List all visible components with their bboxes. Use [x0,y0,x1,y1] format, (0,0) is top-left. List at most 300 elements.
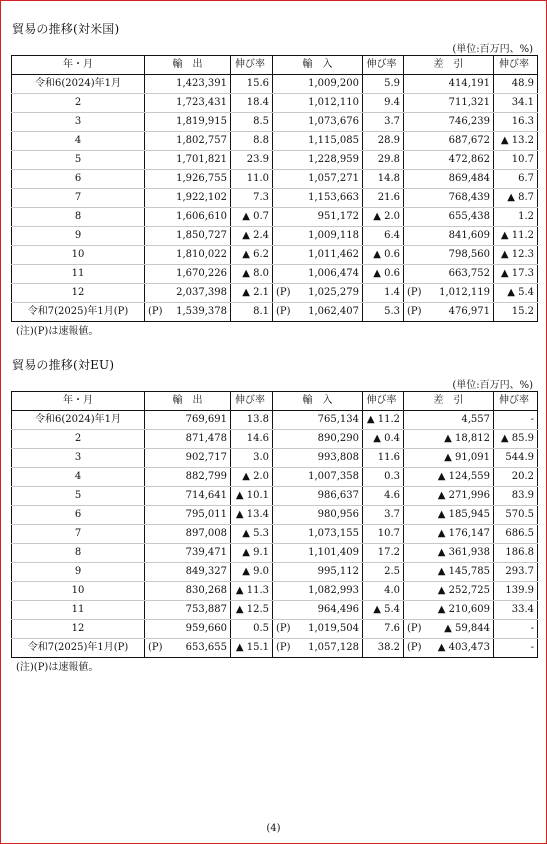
table-row [12,94,538,113]
preliminary-mark: (P) [407,642,422,653]
header-imports: 輸 入 [273,392,363,411]
note-eu: (注)(P)は速報値。 [16,662,99,673]
cell-exports [145,639,231,658]
cell-value: 1,819,915 [176,116,227,127]
cell-imports [273,265,363,284]
table-row [12,601,538,620]
cell-exports-growth: ▲ 8.0 [231,265,273,284]
table-row [12,544,538,563]
cell-value: ▲ 403,473 [437,642,490,653]
cell-imports-growth: 4.0 [363,582,404,601]
cell-period: 令和7(2025)年1月(P) [12,303,145,322]
cell-value: 768,439 [448,192,490,203]
table-row [12,620,538,639]
cell-exports [145,563,231,582]
cell-period: 10 [12,246,145,265]
header-imports-growth: 伸び率 [363,56,404,75]
cell-value: 2,037,398 [176,287,227,298]
cell-balance [404,284,494,303]
cell-imports [273,208,363,227]
header-balance: 差 引 [404,392,494,411]
cell-balance [404,411,494,430]
cell-imports [273,94,363,113]
cell-balance-growth: 16.3 [494,113,538,132]
cell-balance-growth: 544.9 [494,449,538,468]
cell-exports-growth: 11.0 [231,170,273,189]
cell-value: 890,290 [317,433,359,444]
cell-exports [145,284,231,303]
table-row [12,525,538,544]
cell-imports [273,506,363,525]
cell-imports-growth: 28.9 [363,132,404,151]
table-row [12,487,538,506]
cell-balance [404,582,494,601]
cell-value: 4,557 [461,414,490,425]
cell-imports [273,75,363,94]
table-row [12,411,538,430]
cell-value: 472,862 [448,154,490,165]
cell-exports-growth: ▲ 9.0 [231,563,273,582]
cell-value: ▲ 361,938 [437,547,490,558]
cell-value: 1,423,391 [176,78,227,89]
cell-value: 1,810,022 [176,249,227,260]
cell-value: 1,012,119 [439,287,490,298]
cell-period: 11 [12,601,145,620]
cell-exports-growth: 8.1 [231,303,273,322]
cell-balance [404,601,494,620]
cell-value: ▲ 210,609 [437,604,490,615]
cell-balance [404,525,494,544]
cell-imports-growth: 14.8 [363,170,404,189]
table-row [12,113,538,132]
cell-value: 1,228,959 [308,154,359,165]
cell-balance [404,544,494,563]
table-row [12,132,538,151]
cell-balance-growth: 34.1 [494,94,538,113]
header-exports-growth: 伸び率 [231,392,273,411]
cell-balance-growth: ▲ 17.3 [494,265,538,284]
cell-balance [404,227,494,246]
cell-exports-growth: 15.6 [231,75,273,94]
cell-exports [145,411,231,430]
cell-exports-growth: 8.8 [231,132,273,151]
table-row [12,246,538,265]
cell-balance [404,94,494,113]
cell-imports-growth: 4.6 [363,487,404,506]
cell-imports [273,487,363,506]
cell-value: 798,560 [448,249,490,260]
cell-value: ▲ 59,844 [444,623,490,634]
cell-exports-growth: 13.8 [231,411,273,430]
cell-balance [404,506,494,525]
cell-value: 882,799 [185,471,227,482]
cell-balance [404,113,494,132]
table-row [12,265,538,284]
cell-value: 902,717 [185,452,227,463]
cell-balance-growth: - [494,620,538,639]
cell-value: 951,172 [317,211,359,222]
cell-exports-growth: ▲ 11.3 [231,582,273,601]
cell-value: 653,655 [185,642,227,653]
cell-exports [145,151,231,170]
cell-exports-growth: ▲ 9.1 [231,544,273,563]
cell-period: 5 [12,151,145,170]
cell-period: 3 [12,449,145,468]
cell-imports [273,430,363,449]
cell-value: 830,268 [185,585,227,596]
cell-value: 1,723,431 [176,97,227,108]
preliminary-mark: (P) [276,306,291,317]
cell-imports-growth: 7.6 [363,620,404,639]
cell-exports-growth: ▲ 2.1 [231,284,273,303]
cell-value: 871,478 [185,433,227,444]
cell-imports-growth: ▲ 0.4 [363,430,404,449]
cell-exports [145,506,231,525]
cell-value: 1,670,226 [176,268,227,279]
cell-imports-growth: 9.4 [363,94,404,113]
cell-exports [145,189,231,208]
cell-value: ▲ 18,812 [444,433,490,444]
cell-imports-growth: 0.3 [363,468,404,487]
cell-balance-growth: 139.9 [494,582,538,601]
cell-value: 1,057,271 [308,173,359,184]
cell-imports-growth: ▲ 0.6 [363,246,404,265]
cell-value: 1,062,407 [308,306,359,317]
cell-value: 959,660 [185,623,227,634]
cell-imports-growth: ▲ 5.4 [363,601,404,620]
cell-exports-growth: 18.4 [231,94,273,113]
cell-value: 753,887 [185,604,227,615]
cell-value: 1,115,085 [308,135,359,146]
preliminary-mark: (P) [276,642,291,653]
cell-period: 9 [12,227,145,246]
cell-exports [145,94,231,113]
table-row [12,468,538,487]
cell-imports [273,303,363,322]
cell-imports-growth: 3.7 [363,506,404,525]
header-period: 年・月 [12,392,145,411]
preliminary-mark: (P) [276,623,291,634]
cell-balance [404,487,494,506]
cell-value: 1,802,757 [176,135,227,146]
cell-balance [404,75,494,94]
cell-exports [145,246,231,265]
cell-imports [273,544,363,563]
cell-imports [273,468,363,487]
cell-period: 9 [12,563,145,582]
header-exports-growth: 伸び率 [231,56,273,75]
cell-exports-growth: ▲ 12.5 [231,601,273,620]
cell-imports-growth: 29.8 [363,151,404,170]
cell-value: 1,701,821 [176,154,227,165]
cell-value: 1,009,200 [308,78,359,89]
cell-balance [404,265,494,284]
cell-balance-growth: 570.5 [494,506,538,525]
preliminary-mark: (P) [148,306,163,317]
table-title-usa: 貿易の推移(対米国) [12,22,120,36]
cell-balance-growth: ▲ 8.7 [494,189,538,208]
header-balance: 差 引 [404,56,494,75]
cell-period: 7 [12,189,145,208]
cell-imports [273,132,363,151]
table-row [12,303,538,322]
cell-value: 1,850,727 [176,230,227,241]
cell-period: 6 [12,170,145,189]
cell-balance-growth: ▲ 12.3 [494,246,538,265]
cell-balance-growth: 686.5 [494,525,538,544]
cell-imports [273,601,363,620]
cell-balance-growth: ▲ 11.2 [494,227,538,246]
cell-imports-growth: 1.4 [363,284,404,303]
cell-imports-growth: 10.7 [363,525,404,544]
cell-imports [273,189,363,208]
cell-imports [273,411,363,430]
cell-balance [404,208,494,227]
cell-period: 12 [12,284,145,303]
cell-balance [404,132,494,151]
table-row [12,170,538,189]
cell-balance-growth: - [494,639,538,658]
cell-value: 1,082,993 [308,585,359,596]
cell-value: 1,057,128 [308,642,359,653]
cell-balance-growth: 10.7 [494,151,538,170]
cell-exports-growth: 23.9 [231,151,273,170]
table-body-usa [12,75,538,322]
cell-value: 1,025,279 [308,287,359,298]
cell-imports-growth: 38.2 [363,639,404,658]
cell-balance-growth: 15.2 [494,303,538,322]
cell-balance [404,151,494,170]
cell-balance [404,170,494,189]
cell-value: 1,101,409 [308,547,359,558]
cell-balance [404,246,494,265]
table-body-eu [12,411,538,658]
cell-imports [273,113,363,132]
cell-value: 993,808 [317,452,359,463]
cell-balance [404,303,494,322]
cell-exports-growth: ▲ 5.3 [231,525,273,544]
header-exports: 輸 出 [145,56,231,75]
cell-value: 1,153,663 [308,192,359,203]
cell-exports [145,525,231,544]
cell-value: 1,926,755 [176,173,227,184]
cell-imports [273,227,363,246]
table-row [12,189,538,208]
header-balance-growth: 伸び率 [494,56,538,75]
cell-balance [404,430,494,449]
cell-imports [273,284,363,303]
table-row [12,506,538,525]
cell-imports [273,620,363,639]
cell-value: 739,471 [185,547,227,558]
cell-exports-growth: 3.0 [231,449,273,468]
cell-exports [145,487,231,506]
cell-value: ▲ 176,147 [437,528,490,539]
cell-balance-growth: ▲ 5.4 [494,284,538,303]
cell-exports [145,468,231,487]
trade-table-usa [11,55,538,322]
cell-exports-growth: ▲ 15.1 [231,639,273,658]
header-period: 年・月 [12,56,145,75]
cell-period: 8 [12,208,145,227]
cell-period: 8 [12,544,145,563]
cell-imports [273,170,363,189]
cell-exports-growth: ▲ 6.2 [231,246,273,265]
header-imports: 輸 入 [273,56,363,75]
cell-exports [145,303,231,322]
cell-value: 964,496 [317,604,359,615]
cell-balance [404,639,494,658]
header-imports-growth: 伸び率 [363,392,404,411]
cell-value: ▲ 185,945 [437,509,490,520]
table-row [12,151,538,170]
cell-imports-growth: 21.6 [363,189,404,208]
cell-value: ▲ 271,996 [437,490,490,501]
table-row [12,639,538,658]
preliminary-mark: (P) [276,287,291,298]
cell-exports-growth: ▲ 0.7 [231,208,273,227]
cell-balance-growth: 6.7 [494,170,538,189]
cell-value: 1,019,504 [308,623,359,634]
cell-value: 714,641 [185,490,227,501]
preliminary-mark: (P) [407,623,422,634]
cell-exports-growth: ▲ 2.4 [231,227,273,246]
header-exports: 輸 出 [145,392,231,411]
table-row [12,284,538,303]
cell-value: 1,539,378 [176,306,227,317]
cell-value: ▲ 145,785 [437,566,490,577]
cell-value: 655,438 [448,211,490,222]
cell-exports [145,227,231,246]
cell-exports [145,430,231,449]
cell-period: 10 [12,582,145,601]
cell-value: 897,008 [185,528,227,539]
cell-exports [145,208,231,227]
cell-value: 986,637 [317,490,359,501]
cell-imports-growth: 6.4 [363,227,404,246]
cell-exports-growth: 0.5 [231,620,273,639]
table-row [12,449,538,468]
table-title-eu: 貿易の推移(対EU) [12,358,115,372]
trade-table-eu [11,391,538,658]
cell-exports [145,601,231,620]
cell-imports [273,151,363,170]
cell-balance-growth: 48.9 [494,75,538,94]
cell-value: 849,327 [185,566,227,577]
cell-value: 1,012,110 [308,97,359,108]
cell-balance-growth: 293.7 [494,563,538,582]
cell-imports-growth: ▲ 2.0 [363,208,404,227]
cell-imports [273,563,363,582]
cell-period: 令和6(2024)年1月 [12,75,145,94]
cell-period: 2 [12,94,145,113]
cell-balance [404,468,494,487]
cell-period: 令和6(2024)年1月 [12,411,145,430]
cell-value: 1,073,155 [308,528,359,539]
cell-imports-growth: ▲ 11.2 [363,411,404,430]
cell-balance-growth: 20.2 [494,468,538,487]
cell-exports [145,544,231,563]
cell-balance-growth: 1.2 [494,208,538,227]
unit-label-eu: (単位:百万円、%) [452,380,533,391]
cell-imports [273,246,363,265]
cell-exports-growth: ▲ 13.4 [231,506,273,525]
cell-imports-growth: 5.9 [363,75,404,94]
cell-imports-growth: 17.2 [363,544,404,563]
table-row [12,582,538,601]
cell-period: 11 [12,265,145,284]
cell-period: 7 [12,525,145,544]
cell-exports [145,170,231,189]
cell-imports-growth: 2.5 [363,563,404,582]
preliminary-mark: (P) [407,287,422,298]
cell-exports [145,265,231,284]
cell-value: ▲ 91,091 [444,452,490,463]
cell-value: 841,609 [448,230,490,241]
cell-period: 2 [12,430,145,449]
cell-value: 1,606,610 [176,211,227,222]
unit-label-usa: (単位:百万円、%) [452,44,533,55]
cell-balance-growth: 33.4 [494,601,538,620]
table-row [12,227,538,246]
cell-exports [145,582,231,601]
cell-balance-growth: 83.9 [494,487,538,506]
cell-period: 3 [12,113,145,132]
cell-value: 765,134 [317,414,359,425]
cell-value: 687,672 [448,135,490,146]
cell-value: 980,956 [317,509,359,520]
cell-exports [145,132,231,151]
cell-value: ▲ 252,725 [437,585,490,596]
cell-value: 869,484 [448,173,490,184]
cell-exports-growth: 7.3 [231,189,273,208]
cell-exports [145,449,231,468]
cell-value: 1,922,102 [176,192,227,203]
cell-imports-growth: 11.6 [363,449,404,468]
preliminary-mark: (P) [407,306,422,317]
cell-period: 5 [12,487,145,506]
cell-value: 414,191 [448,78,490,89]
cell-exports [145,620,231,639]
cell-imports [273,449,363,468]
cell-imports-growth: ▲ 0.6 [363,265,404,284]
preliminary-mark: (P) [148,642,163,653]
table-row [12,75,538,94]
cell-imports-growth: 3.7 [363,113,404,132]
cell-period: 6 [12,506,145,525]
cell-exports-growth: ▲ 2.0 [231,468,273,487]
cell-value: 995,112 [317,566,359,577]
cell-period: 12 [12,620,145,639]
page-number: (4) [266,823,281,834]
cell-balance [404,449,494,468]
cell-value: 476,971 [448,306,490,317]
table-row [12,208,538,227]
cell-value: 1,073,676 [308,116,359,127]
header-balance-growth: 伸び率 [494,392,538,411]
note-usa: (注)(P)は速報値。 [16,326,99,337]
cell-balance [404,563,494,582]
cell-balance [404,620,494,639]
cell-balance-growth: ▲ 85.9 [494,430,538,449]
cell-imports [273,639,363,658]
cell-period: 令和7(2025)年1月(P) [12,639,145,658]
cell-value: ▲ 124,559 [437,471,490,482]
cell-value: 746,239 [448,116,490,127]
cell-imports-growth: 5.3 [363,303,404,322]
cell-balance [404,189,494,208]
cell-exports-growth: 8.5 [231,113,273,132]
